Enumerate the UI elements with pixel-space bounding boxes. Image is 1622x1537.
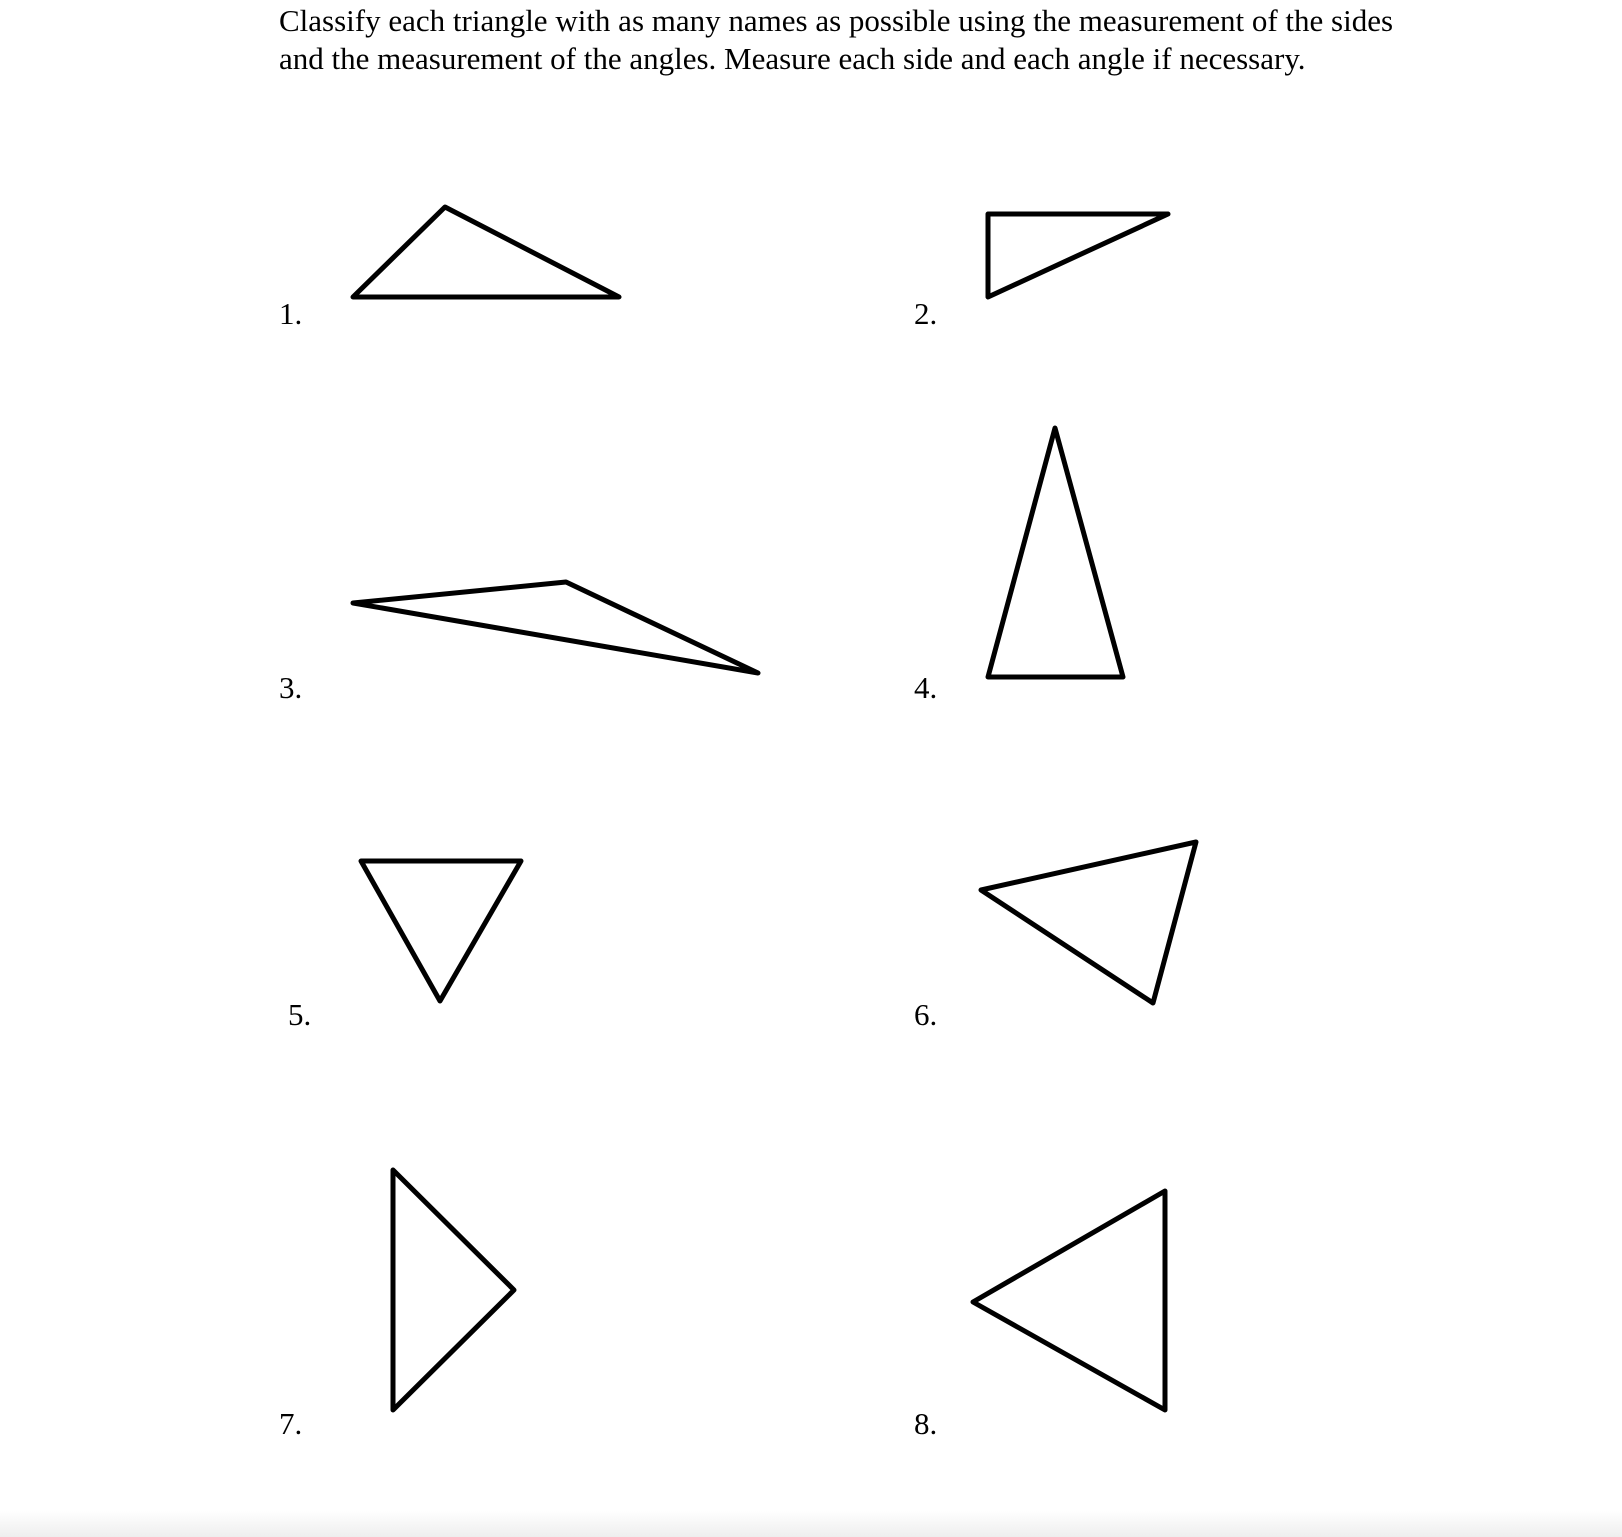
problem-4-number: 4. [914,670,938,705]
problem-1-number: 1. [279,296,303,331]
triangle-5 [361,861,521,1001]
triangle-6 [981,842,1196,1003]
triangle-3 [353,582,758,673]
problem-5-number: 5. [288,997,312,1032]
problem-3-number: 3. [279,670,303,705]
triangle-1 [353,207,619,297]
triangle-2 [988,214,1168,297]
triangle-4 [988,428,1123,677]
instructions-text: Classify each triangle with as many names as possible using the measurement of the sides and the measurement of the angles. Measure each side and each angle if necessary. [279,3,1394,76]
triangle-8 [973,1191,1165,1410]
problem-7-number: 7. [279,1406,303,1441]
problem-8-number: 8. [914,1406,938,1441]
problem-2-number: 2. [914,296,938,331]
triangle-7 [393,1170,514,1410]
bottom-edge [0,1511,1622,1537]
problem-6-number: 6. [914,997,938,1032]
